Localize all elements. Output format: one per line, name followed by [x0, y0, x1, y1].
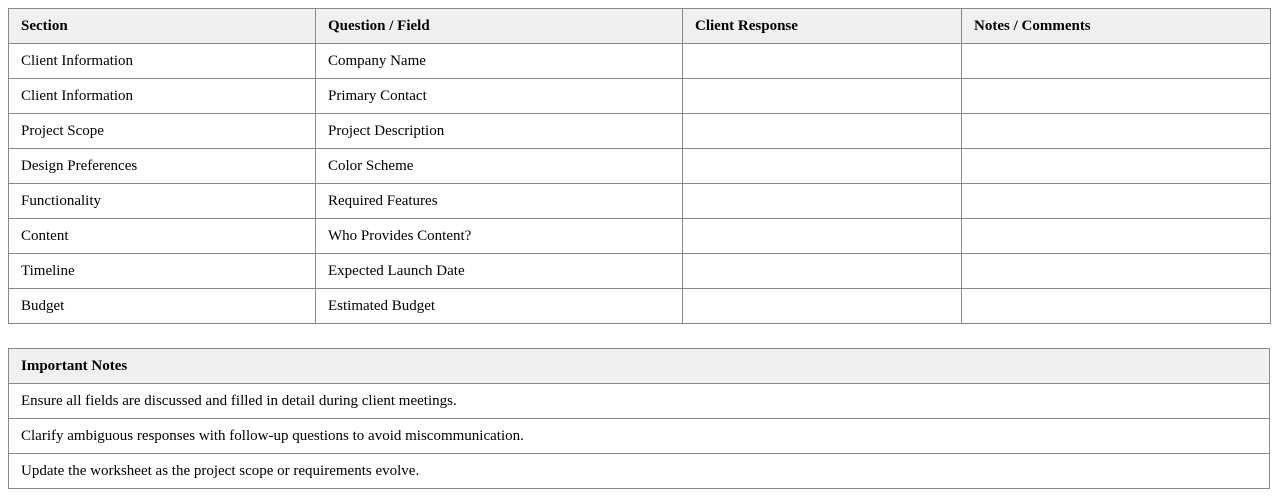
section-cell: Project Scope	[9, 114, 316, 149]
header-client-response: Client Response	[683, 9, 962, 44]
table-row	[9, 219, 1271, 254]
question-cell: Company Name	[316, 44, 683, 79]
header-section: Section	[9, 9, 316, 44]
note-text: Clarify ambiguous responses with follow-up questions to avoid miscommunication.	[9, 419, 1270, 454]
response-cell[interactable]	[683, 289, 962, 324]
section-cell: Budget	[9, 289, 316, 324]
table-row	[9, 289, 1271, 324]
note-text: Ensure all fields are discussed and filled in detail during client meetings.	[9, 384, 1270, 419]
notes-cell[interactable]	[962, 44, 1271, 79]
question-cell: Expected Launch Date	[316, 254, 683, 289]
response-cell[interactable]	[683, 79, 962, 114]
question-cell: Who Provides Content?	[316, 219, 683, 254]
question-cell: Primary Contact	[316, 79, 683, 114]
response-cell[interactable]	[683, 219, 962, 254]
header-notes-comments: Notes / Comments	[962, 9, 1271, 44]
response-cell[interactable]	[683, 184, 962, 219]
table-row	[9, 254, 1271, 289]
notes-cell[interactable]	[962, 254, 1271, 289]
notes-cell[interactable]	[962, 114, 1271, 149]
table-row	[9, 114, 1271, 149]
response-cell[interactable]	[683, 44, 962, 79]
question-cell: Color Scheme	[316, 149, 683, 184]
response-cell[interactable]	[683, 114, 962, 149]
notes-cell[interactable]	[962, 289, 1271, 324]
note-text: Update the worksheet as the project scope or requirements evolve.	[9, 454, 1270, 489]
important-notes-table	[8, 348, 1270, 489]
notes-cell[interactable]	[962, 149, 1271, 184]
question-cell: Project Description	[316, 114, 683, 149]
notes-cell[interactable]	[962, 184, 1271, 219]
notes-cell[interactable]	[962, 219, 1271, 254]
header-question-field: Question / Field	[316, 9, 683, 44]
response-cell[interactable]	[683, 149, 962, 184]
section-cell: Functionality	[9, 184, 316, 219]
header-important-notes: Important Notes	[9, 349, 1270, 384]
notes-header-row	[9, 349, 1270, 384]
section-cell: Design Preferences	[9, 149, 316, 184]
question-cell: Estimated Budget	[316, 289, 683, 324]
table-row	[9, 149, 1271, 184]
table-row	[9, 79, 1271, 114]
list-item	[9, 384, 1270, 419]
section-cell: Content	[9, 219, 316, 254]
table-header-row	[9, 9, 1271, 44]
section-cell: Client Information	[9, 44, 316, 79]
notes-cell[interactable]	[962, 79, 1271, 114]
table-row	[9, 184, 1271, 219]
section-cell: Timeline	[9, 254, 316, 289]
section-cell: Client Information	[9, 79, 316, 114]
response-cell[interactable]	[683, 254, 962, 289]
list-item	[9, 454, 1270, 489]
list-item	[9, 419, 1270, 454]
question-cell: Required Features	[316, 184, 683, 219]
table-row	[9, 44, 1271, 79]
requirements-worksheet-table	[8, 8, 1271, 324]
